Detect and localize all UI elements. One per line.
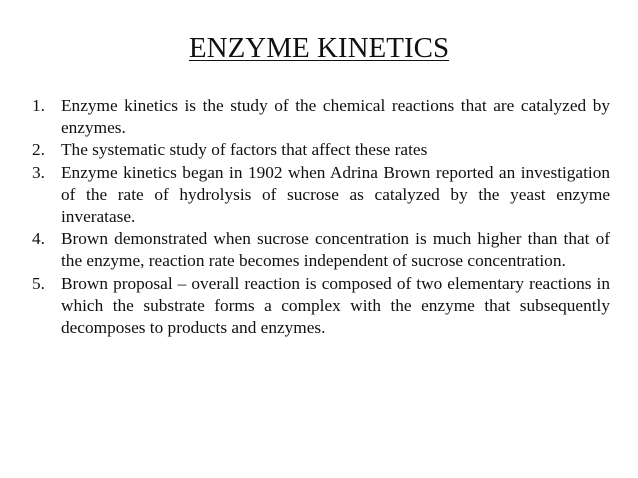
list-item	[32, 162, 610, 229]
list-item	[32, 228, 610, 272]
list-item-number: 2.	[32, 140, 45, 160]
list-item	[32, 95, 610, 139]
list-item-number: 5.	[32, 273, 45, 293]
list-item-number: 4.	[32, 229, 45, 249]
list-item-number: 3.	[32, 162, 45, 182]
list-item-text: The systematic study of factors that affect these rates	[61, 140, 428, 160]
numbered-list	[32, 95, 610, 339]
slide-title: ENZYME KINETICS	[188, 32, 450, 64]
list-item-text: Brown proposal – overall reaction is composed of two elementary reactions in which the substrate forms a complex with the enzyme that subsequently decomposes to products and enzymes.	[61, 273, 610, 338]
list-item-text: Enzyme kinetics began in 1902 when Adrina Brown reported an investigation of the rate of hydrolysis of sucrose as catalyzed by the yeast enzyme inveratase.	[61, 162, 610, 227]
list-item-text: Brown demonstrated when sucrose concentration is much higher than that of the enzyme, reaction rate becomes independent of sucrose concentration.	[61, 229, 610, 271]
list-item	[32, 139, 610, 161]
list-item	[32, 273, 610, 340]
list-item-number: 1.	[32, 96, 45, 115]
list-item-text: Enzyme kinetics is the study of the chemical reactions that are catalyzed by enzymes.	[61, 96, 610, 138]
